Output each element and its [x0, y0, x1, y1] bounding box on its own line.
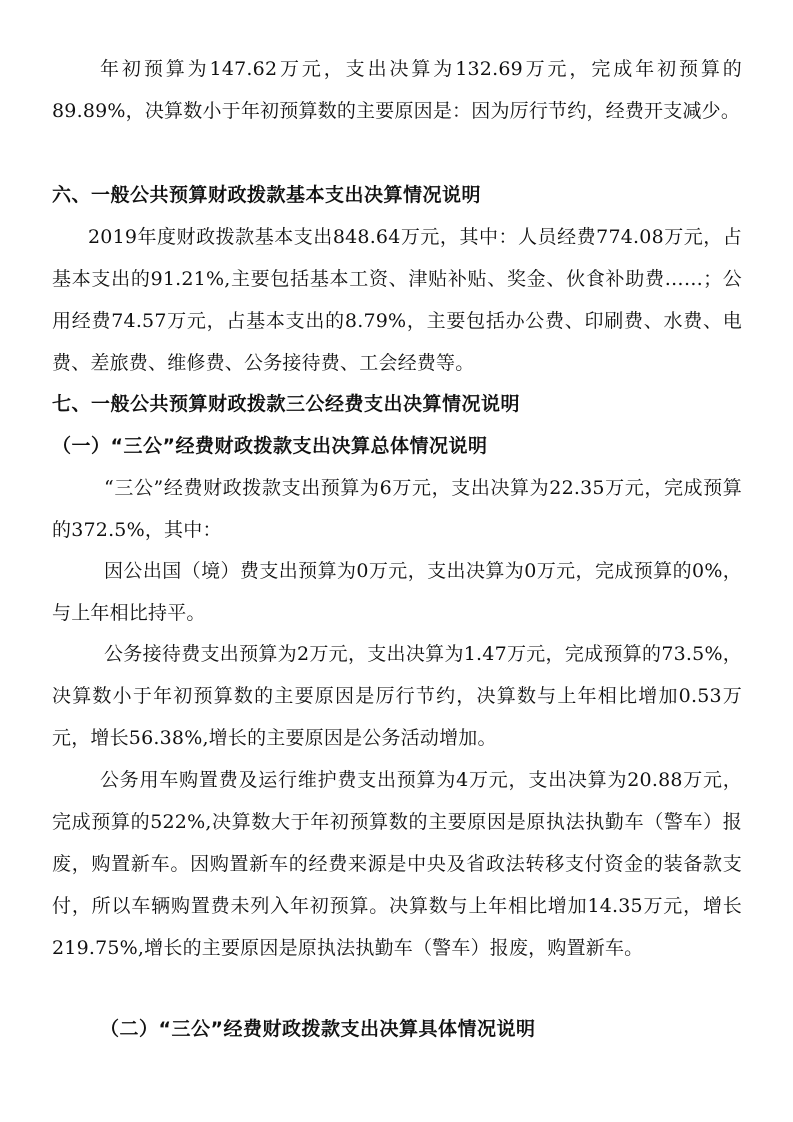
paragraph-budget-completion: 年初预算为147.62万元，支出决算为132.69万元，完成年初预算的89.89%，决算数小于年初预算数的主要原因是：因为厉行节约，经费开支减少。	[52, 58, 742, 122]
paragraph-three-public-overall: “三公”经费财政拨款支出预算为6万元，支出决算为22.35万元，完成预算的372.5%，其中：	[52, 477, 742, 541]
paragraph-basic-expenditure: 2019年度财政拨款基本支出848.64万元，其中：人员经费774.08万元，占基本支出的91.21%,主要包括基本工资、津贴补贴、奖金、伙食补助费……；公用经费74.57万元，占基本支出的8.79%，主要包括办公费、印刷费、水费、电费、差旅费、维修费、公务接待费、工会经费等。	[52, 226, 742, 374]
paragraph-official-reception: 公务接待费支出预算为2万元，支出决算为1.47万元，完成预算的73.5%，决算数小于年初预算数的主要原因是厉行节约，决算数与上年相比增加0.53万元，增长56.38%,增长的主要原因是公务活动增加。	[52, 643, 742, 749]
paragraph-official-vehicles: 公务用车购置费及运行维护费支出预算为4万元，支出决算为20.88万元，完成预算的522%,决算数大于年初预算数的主要原因是原执法执勤车（警车）报废，购置新车。因购置新车的经费来源是中央及省政法转移支付资金的装备款支付，所以车辆购置费未列入年初预算。决算数与上年相比增加14.35万元，增长219.75%,增长的主要原因是原执法执勤车（警车）报废，购置新车。	[52, 769, 742, 959]
subsection-heading-7-1: （一）“三公”经费财政拨款支出决算总体情况说明	[52, 435, 488, 457]
paragraph-overseas-travel: 因公出国（境）费支出预算为0万元，支出决算为0万元，完成预算的0%，与上年相比持平。	[52, 560, 742, 624]
subsection-heading-7-2: （二）“三公”经费财政拨款支出决算具体情况说明	[100, 1018, 536, 1040]
section-heading-6: 六、一般公共预算财政拨款基本支出决算情况说明	[52, 184, 482, 206]
section-heading-7: 七、一般公共预算财政拨款三公经费支出决算情况说明	[52, 393, 521, 415]
